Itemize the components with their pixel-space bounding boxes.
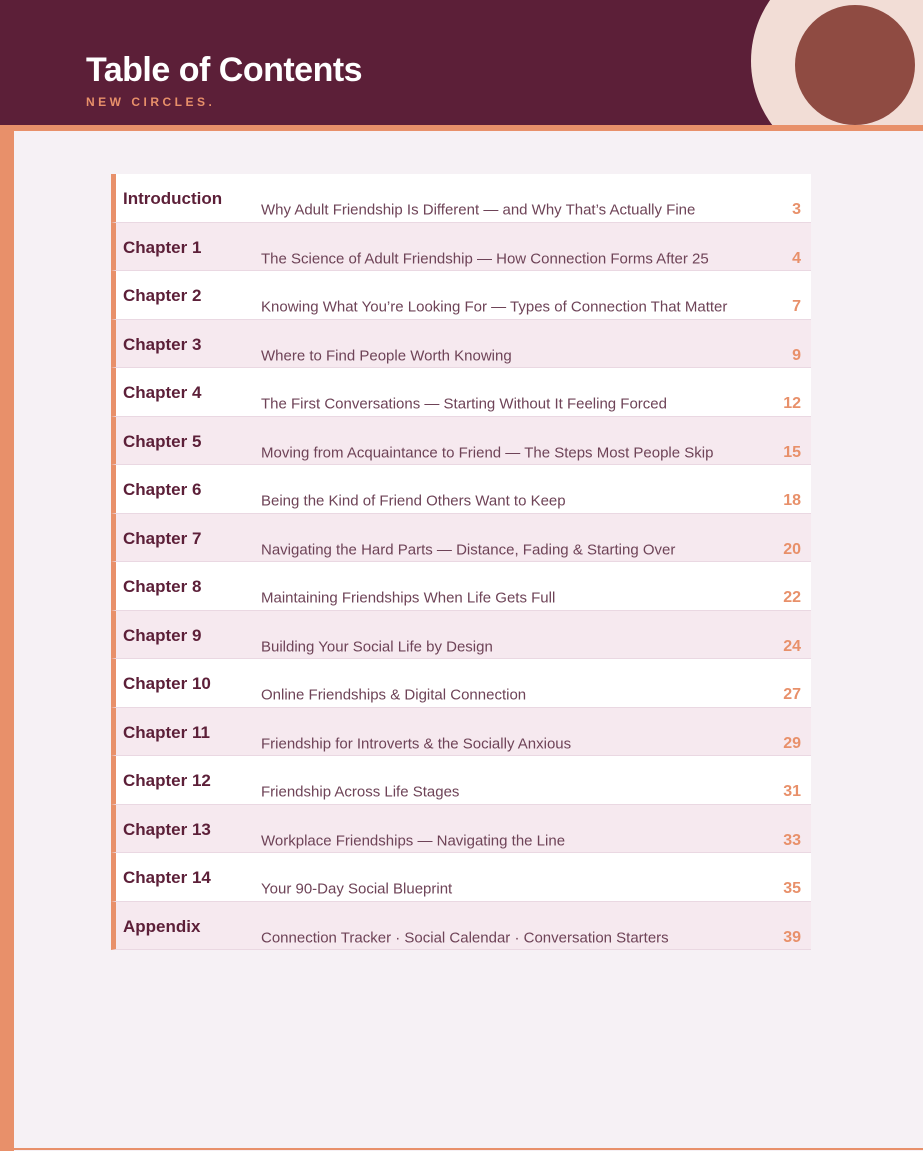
toc-row-chapter-12[interactable] <box>111 756 811 805</box>
toc-description: Where to Find People Worth Knowing <box>261 347 512 364</box>
book-subtitle: NEW CIRCLES. <box>86 95 216 109</box>
toc-description: Friendship Across Life Stages <box>261 783 460 801</box>
toc-label: Chapter 5 <box>123 431 202 451</box>
toc-row-chapter-1[interactable] <box>111 223 811 272</box>
toc-page-number: 20 <box>783 540 801 558</box>
toc-label: Chapter 12 <box>123 771 211 790</box>
toc-label: Chapter 2 <box>123 286 202 305</box>
toc-row-chapter-7[interactable] <box>111 514 811 563</box>
toc-description: Workplace Friendships — Navigating the Line <box>261 832 566 849</box>
toc-label: Chapter 11 <box>123 722 210 742</box>
toc-row-appendix[interactable] <box>111 902 811 951</box>
toc-label: Chapter 4 <box>123 383 202 402</box>
toc-description: The First Conversations — Starting Without It Feeling Forced <box>261 395 667 413</box>
toc-page-number: 9 <box>792 346 801 364</box>
toc-page-number: 24 <box>783 637 801 655</box>
toc-row-chapter-6[interactable] <box>111 465 811 514</box>
toc-label: Chapter 14 <box>123 868 211 887</box>
toc-description: Why Adult Friendship Is Different — and Why That’s Actually Fine <box>261 201 696 219</box>
toc-row-chapter-3[interactable] <box>111 320 811 369</box>
toc-page-number: 22 <box>783 589 801 606</box>
toc-description: Being the Kind of Friend Others Want to Keep <box>261 492 566 510</box>
toc-page-number: 33 <box>783 831 801 849</box>
toc-description: Navigating the Hard Parts — Distance, Fading & Starting Over <box>261 541 676 558</box>
toc-description: Friendship for Introverts & the Socially Anxious <box>261 735 572 752</box>
toc-page-number: 31 <box>783 783 801 800</box>
toc-description: Connection Tracker · Social Calendar · Conversation Starters <box>261 929 669 946</box>
toc-page-number: 7 <box>792 298 801 315</box>
toc-label: Chapter 8 <box>123 577 202 596</box>
toc-label: Chapter 6 <box>123 480 202 499</box>
bottom-accent-line <box>14 1148 923 1150</box>
toc-page-number: 29 <box>783 734 801 752</box>
toc-description: Online Friendships & Digital Connection <box>261 686 527 704</box>
toc-row-chapter-2[interactable] <box>111 271 811 320</box>
toc-page-number: 27 <box>783 686 801 703</box>
toc-row-chapter-10[interactable] <box>111 659 811 708</box>
toc-description: Maintaining Friendships When Life Gets Full <box>261 589 556 607</box>
toc-row-chapter-11[interactable] <box>111 708 811 757</box>
toc-row-introduction[interactable] <box>111 174 811 223</box>
page-title: Table of Contents <box>86 51 363 89</box>
toc-label: Introduction <box>123 189 223 208</box>
toc-description: The Science of Adult Friendship — How Connection Forms After 25 <box>261 250 709 267</box>
toc-page-number: 4 <box>792 249 801 267</box>
toc-row-chapter-5[interactable] <box>111 417 811 466</box>
toc-label: Chapter 13 <box>123 819 211 839</box>
left-accent-bar <box>0 131 14 1151</box>
toc-row-chapter-13[interactable] <box>111 805 811 854</box>
decorative-circle-small <box>795 5 915 125</box>
toc-row-chapter-8[interactable] <box>111 562 811 611</box>
toc-label: Chapter 1 <box>123 237 202 257</box>
toc-page-number: 12 <box>783 395 801 412</box>
toc-page-number: 39 <box>783 928 801 946</box>
toc-description: Moving from Acquaintance to Friend — The Steps Most People Skip <box>261 444 714 461</box>
toc-list <box>111 174 811 950</box>
toc-label: Appendix <box>123 916 201 936</box>
toc-page-number: 15 <box>783 443 801 461</box>
toc-row-chapter-4[interactable] <box>111 368 811 417</box>
toc-description: Your 90-Day Social Blueprint <box>261 880 453 898</box>
toc-page-number: 35 <box>783 880 801 897</box>
toc-description: Knowing What You’re Looking For — Types of Connection That Matter <box>261 298 728 316</box>
toc-label: Chapter 7 <box>123 528 202 548</box>
toc-label: Chapter 9 <box>123 625 202 645</box>
header-banner <box>0 0 923 125</box>
toc-page-number: 3 <box>792 201 801 218</box>
toc-page-number: 18 <box>783 492 801 509</box>
toc-description: Building Your Social Life by Design <box>261 638 493 655</box>
toc-row-chapter-9[interactable] <box>111 611 811 660</box>
toc-row-chapter-14[interactable] <box>111 853 811 902</box>
header-accent-stripe <box>0 125 923 131</box>
toc-label: Chapter 3 <box>123 334 202 354</box>
toc-label: Chapter 10 <box>123 674 211 693</box>
